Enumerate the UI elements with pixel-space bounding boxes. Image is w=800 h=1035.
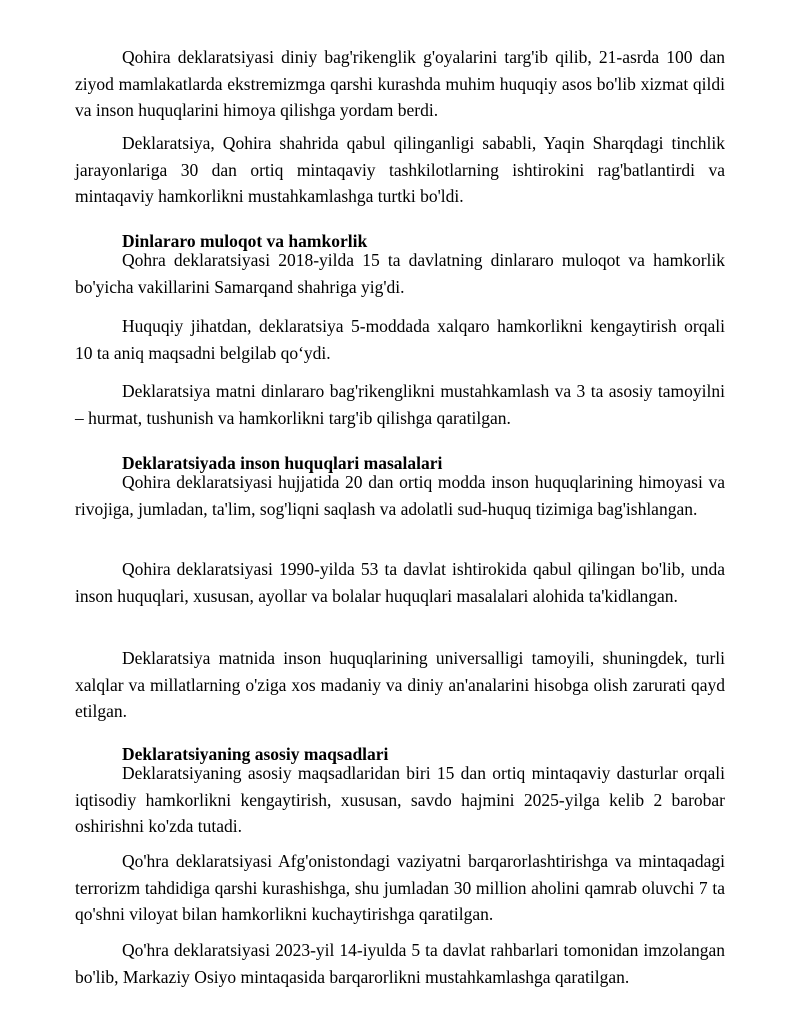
section-heading-interfaith-dialogue: Dinlararo muloqot va hamkorlik [122, 231, 368, 251]
paragraph-1: Qohira deklaratsiyasi diniy bag'rikenglik g'oyalarini targ'ib qilib, 21-asrda 100 dan ziyod mamlakatlarda ekstremizmga qarshi kurashda muhim huquqiy asos bo'lib xizmat qildi va inson huquqlarini himoya qilishga yordam berdi. [75, 47, 725, 120]
paragraph-10: Qo'hra deklaratsiyasi Afg'onistondagi vaziyatni barqarorlashtirishga va mintaqadagi terrorizm tahdidiga qarshi kurashishga, shu jumladan 30 million aholini qamrab oluvchi 7 ta qo'shni viloyat bilan hamkorlikni kuchaytirishga qaratilgan. [75, 851, 725, 924]
paragraph-5: Deklaratsiya matni dinlararo bag'rikenglikni mustahkamlash va 3 ta asosiy tamoyilni – hurmat, tushunish va hamkorlikni targ'ib qilishga qaratilgan. [75, 381, 725, 428]
paragraph-4: Huquqiy jihatdan, deklaratsiya 5-moddada xalqaro hamkorlikni kengaytirish orqali 10 ta aniq maqsadni belgilab qo‘ydi. [75, 316, 725, 363]
section-heading-main-goals: Deklaratsiyaning asosiy maqsadlari [122, 744, 389, 764]
paragraph-2: Deklaratsiya, Qohira shahrida qabul qilinganligi sababli, Yaqin Sharqdagi tinchlik jarayonlariga 30 dan ortiq mintaqaviy tashkilotlarning ishtirokini rag'batlantirdi va mintaqaviy hamkorlikni mustahkamlashga turtki bo'ldi. [75, 133, 725, 206]
paragraph-9: Deklaratsiyaning asosiy maqsadlaridan biri 15 dan ortiq mintaqaviy dasturlar orqali iqtisodiy hamkorlikni kengaytirish, xususan, savdo hajmini 2025-yilga kelib 2 barobar oshirishni ko'zda tutadi. [75, 763, 725, 836]
section-heading-human-rights: Deklaratsiyada inson huquqlari masalalari [122, 453, 443, 473]
paragraph-7: Qohira deklaratsiyasi 1990-yilda 53 ta davlat ishtirokida qabul qilingan bo'lib, unda inson huquqlari, xususan, ayollar va bolalar huquqlari masalalari alohida ta'kidlangan. [75, 559, 725, 606]
paragraph-6: Qohira deklaratsiyasi hujjatida 20 dan ortiq modda inson huquqlarining himoyasi va rivojiga, jumladan, ta'lim, sog'liqni saqlash va adolatli sud-huquq tizimiga bag'ishlangan. [75, 472, 725, 519]
paragraph-11: Qo'hra deklaratsiyasi 2023-yil 14-iyulda 5 ta davlat rahbarlari tomonidan imzolangan bo'lib, Markaziy Osiyo mintaqasida barqarorlikni mustahkamlashga qaratilgan. [75, 940, 725, 987]
paragraph-3: Qohra deklaratsiyasi 2018-yilda 15 ta davlatning dinlararo muloqot va hamkorlik bo'yicha vakillarini Samarqand shahriga yig'di. [75, 250, 725, 297]
paragraph-8: Deklaratsiya matnida inson huquqlarining universalligi tamoyili, shuningdek, turli xalqlar va millatlarning o'ziga xos madaniy va diniy an'analarini hisobga olish zarurati qayd etilgan. [75, 648, 725, 721]
